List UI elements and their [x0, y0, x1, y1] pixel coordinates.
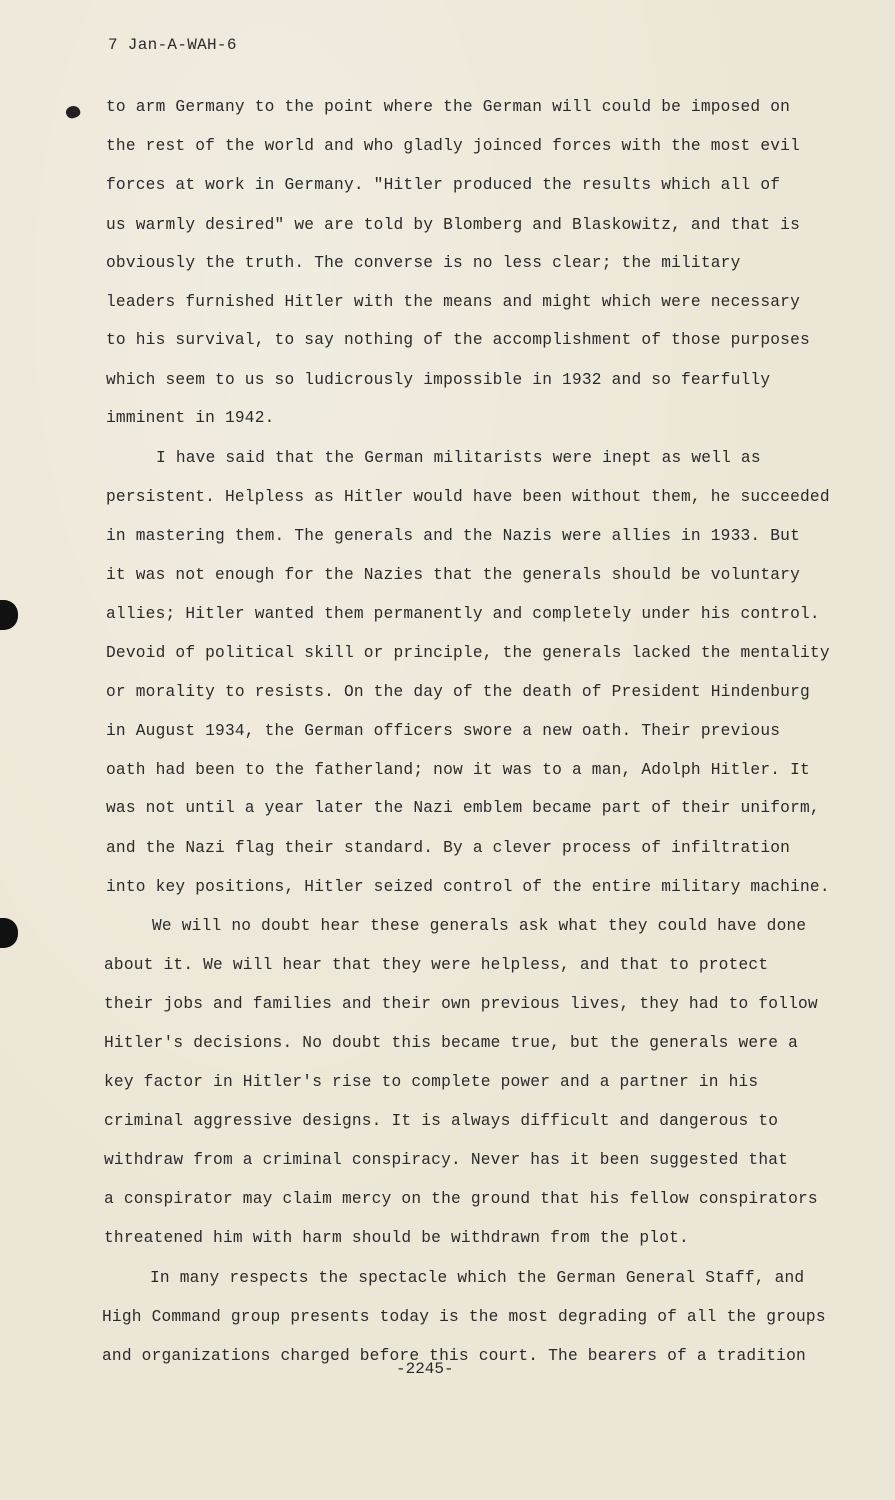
text-line: Devoid of political skill or principle, the generals lacked the mentality [106, 644, 830, 662]
page-header: 7 Jan-A-WAH-6 [108, 36, 237, 54]
text-line: obviously the truth. The converse is no less clear; the military [106, 254, 741, 272]
text-line: allies; Hitler wanted them permanently and completely under his control. [106, 605, 820, 623]
punch-hole [0, 918, 18, 948]
text-line: Hitler's decisions. No doubt this became true, but the generals were a [104, 1034, 798, 1052]
text-line: and the Nazi flag their standard. By a clever process of infiltration [106, 839, 791, 857]
text-line: their jobs and families and their own previous lives, they had to follow [104, 995, 818, 1013]
text-line: the rest of the world and who gladly joinced forces with the most evil [106, 137, 800, 155]
text-line: threatened him with harm should be withdrawn from the plot. [104, 1229, 689, 1247]
text-line: to arm Germany to the point where the German will could be imposed on [106, 98, 791, 116]
text-line: leaders furnished Hitler with the means and might which were necessary [106, 293, 800, 311]
ink-blot [64, 104, 81, 120]
text-line: was not until a year later the Nazi emblem became part of their uniform, [106, 799, 820, 817]
page-number: -2245- [396, 1360, 454, 1378]
text-line: withdraw from a criminal conspiracy. Never has it been suggested that [104, 1151, 789, 1169]
text-line: forces at work in Germany. "Hitler produced the results which all of [106, 176, 781, 194]
text-line: and organizations charged before this court. The bearers of a tradition [102, 1347, 806, 1365]
text-line: it was not enough for the Nazies that the generals should be voluntary [106, 566, 800, 584]
text-line: criminal aggressive designs. It is always difficult and dangerous to [104, 1112, 779, 1130]
text-line: about it. We will hear that they were helpless, and that to protect [104, 956, 769, 974]
text-line: into key positions, Hitler seized control of the entire military machine. [106, 878, 830, 896]
text-line: imminent in 1942. [106, 409, 275, 427]
text-line: to his survival, to say nothing of the accomplishment of those purposes [106, 331, 810, 349]
text-line: which seem to us so ludicrously impossible in 1932 and so fearfully [106, 371, 771, 389]
punch-hole [0, 600, 18, 630]
text-line: us warmly desired" we are told by Blomberg and Blaskowitz, and that is [106, 216, 800, 234]
text-line: or morality to resists. On the day of the death of President Hindenburg [106, 683, 810, 701]
text-line: High Command group presents today is the most degrading of all the groups [102, 1308, 826, 1326]
text-line: in August 1934, the German officers swore a new oath. Their previous [106, 722, 781, 740]
text-line: in mastering them. The generals and the Nazis were allies in 1933. But [106, 527, 800, 545]
text-line: In many respects the spectacle which the German General Staff, and [150, 1269, 805, 1287]
text-line: a conspirator may claim mercy on the ground that his fellow conspirators [104, 1190, 818, 1208]
text-line: I have said that the German militarists were inept as well as [156, 449, 761, 467]
text-line: persistent. Helpless as Hitler would have been without them, he succeeded [106, 488, 830, 506]
text-line: oath had been to the fatherland; now it was to a man, Adolph Hitler. It [106, 761, 810, 779]
text-line: key factor in Hitler's rise to complete power and a partner in his [104, 1073, 759, 1091]
text-line: We will no doubt hear these generals ask what they could have done [152, 917, 807, 935]
